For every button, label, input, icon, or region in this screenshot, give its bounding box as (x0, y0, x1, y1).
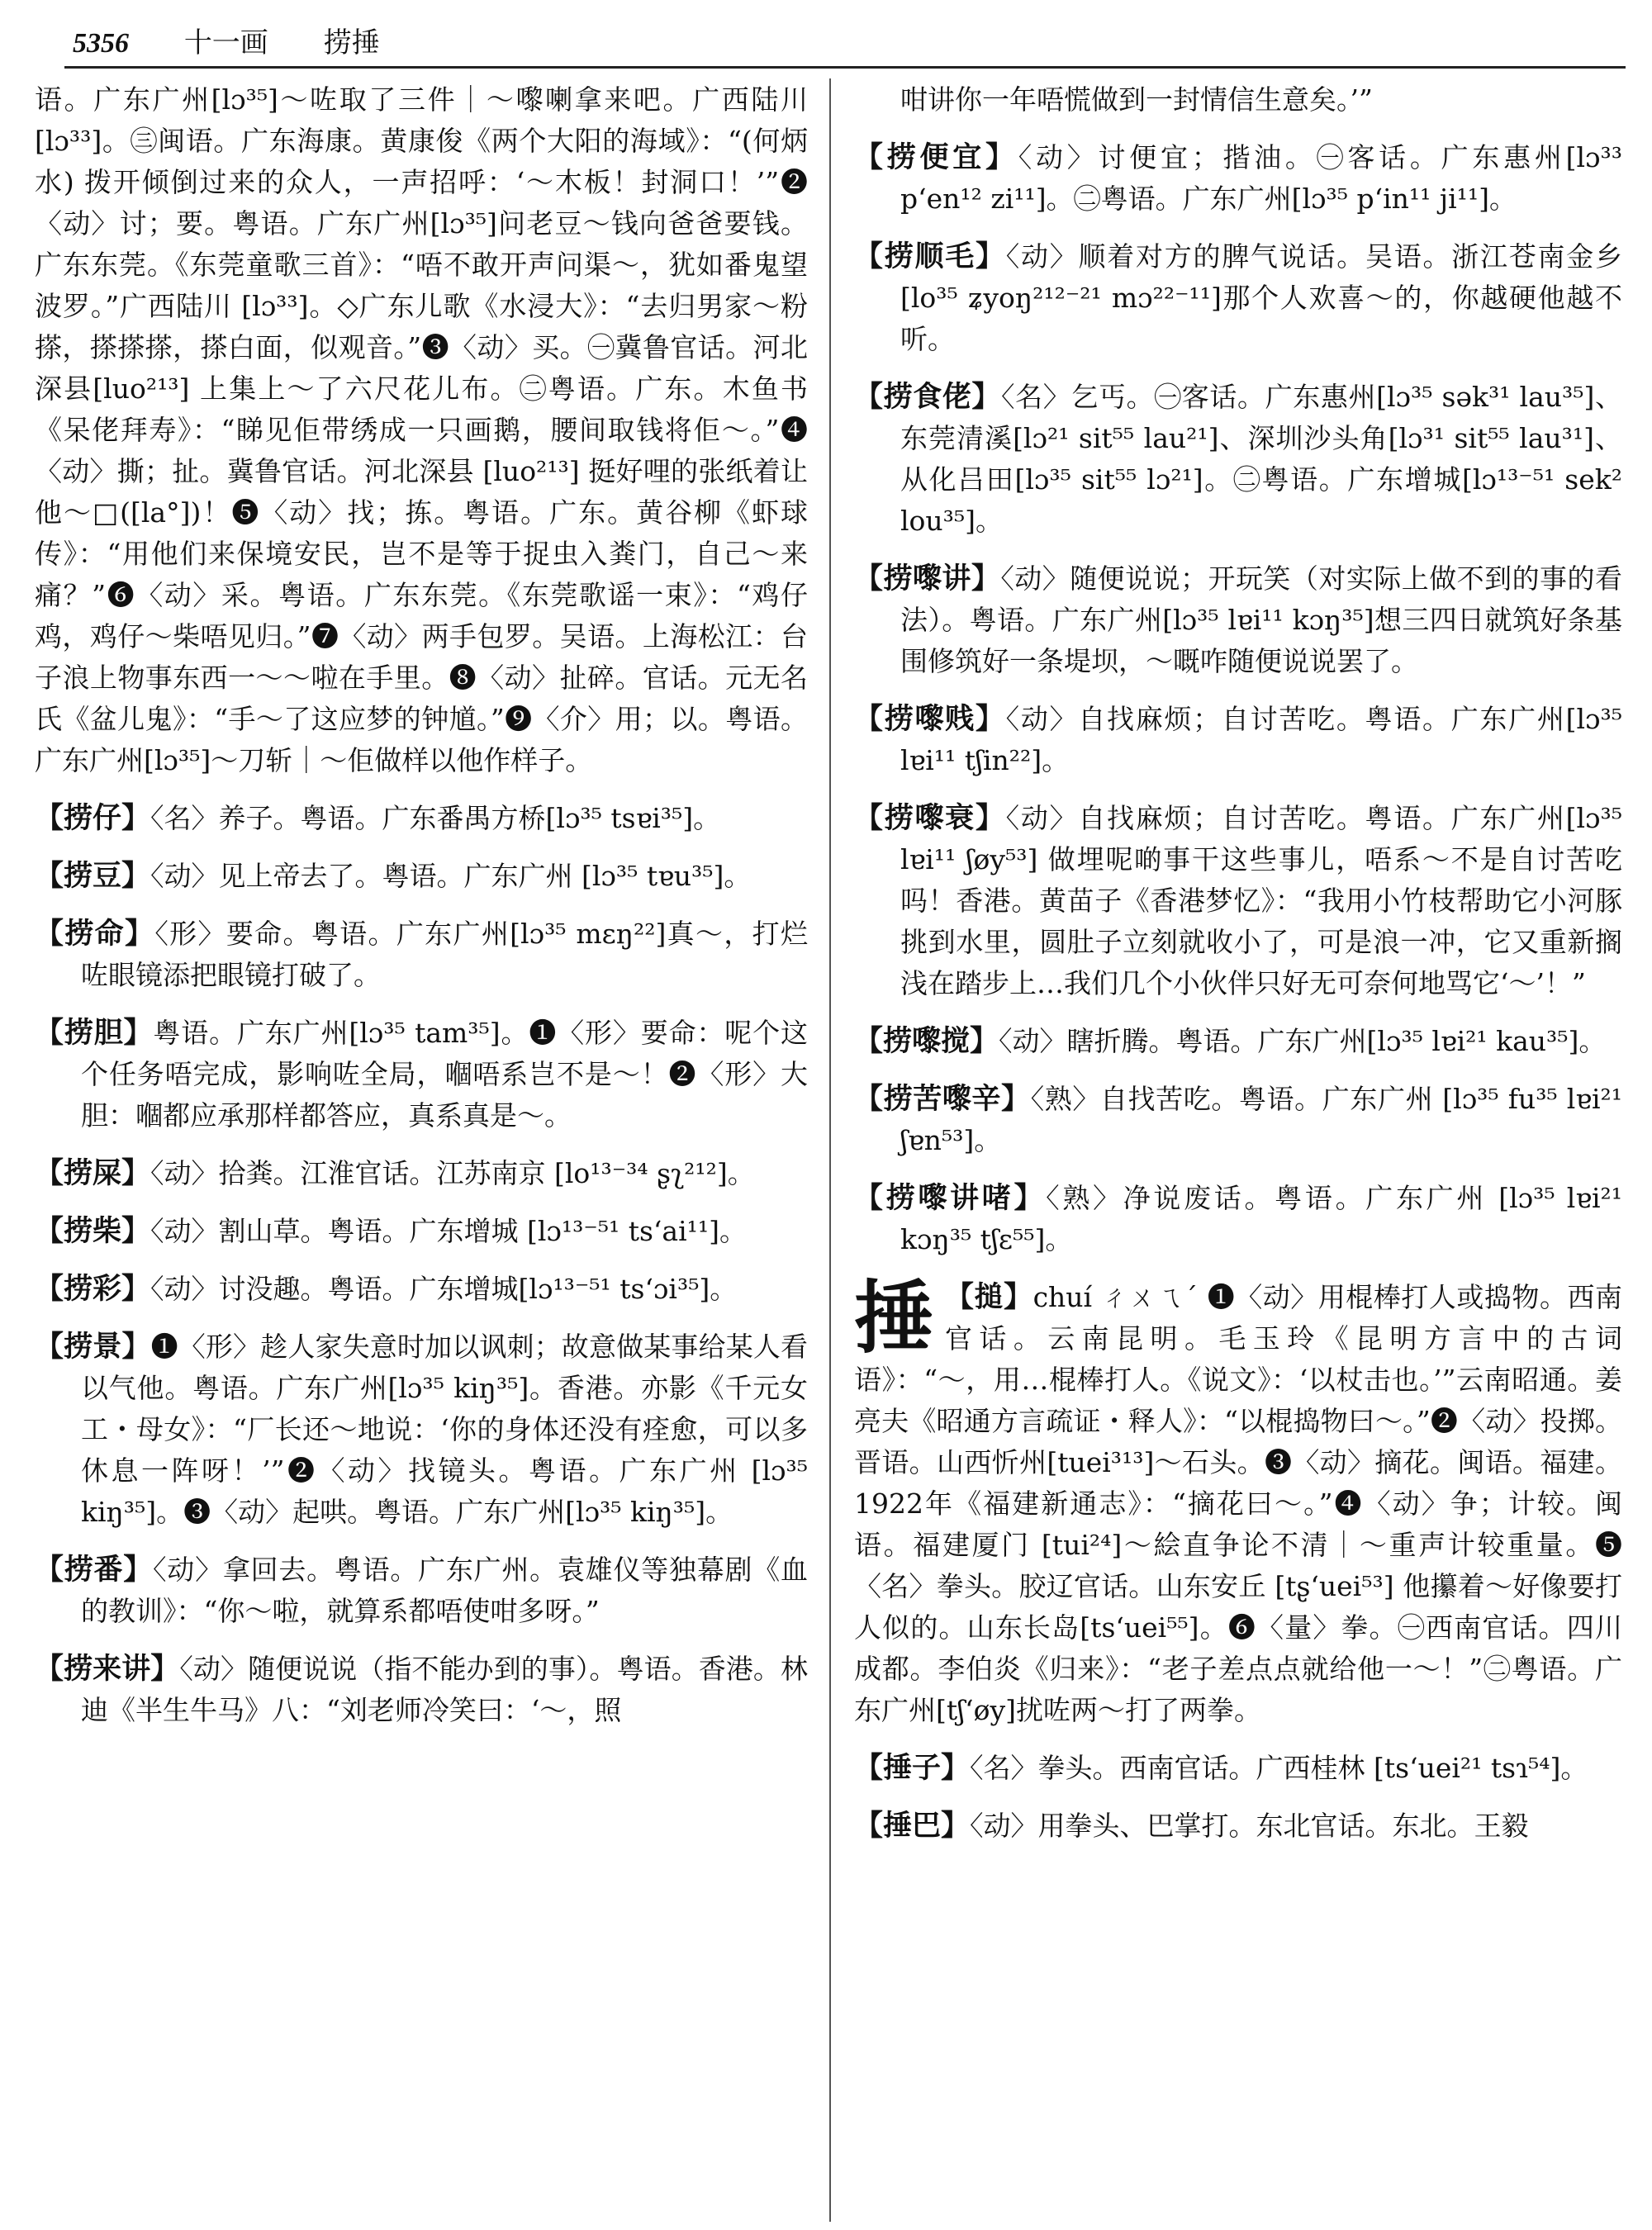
dictionary-entry (854, 1805, 1622, 1847)
dictionary-entry (854, 1272, 1622, 1731)
dictionary-entry (35, 79, 808, 781)
entry-headword: 【搥】 (945, 1281, 1033, 1314)
right-column (854, 79, 1622, 2227)
entry-definition: 〈名〉乞丐。㊀客话。广东惠州[lɔ³⁵ sək³¹ lau³⁵]、东莞清溪[lɔ²¹ sit⁵⁵ lau²¹]、深圳沙头角[lɔ³¹ sit⁵⁵ lau³¹]、从化吕田[lɔ³⁵ sit⁵⁵ lɔ²¹]。㊁粤语。广东增城[lɔ¹³⁻⁵¹ sek² lou³⁵]。 (900, 381, 1622, 537)
entry-headword: 【捞番】 (35, 1554, 154, 1587)
entry-definition: 〈动〉用拳头、巴掌打。东北官话。东北。王毅 (970, 1810, 1529, 1842)
entry-definition: 〈熟〉净说废话。粤语。广东广州 [lɔ³⁵ lɐi²¹ kɔŋ³⁵ tʃɛ⁵⁵]。 (900, 1182, 1622, 1255)
entry-headword: 【捞嚟搅】 (854, 1025, 999, 1058)
entry-headword: 【捞食佬】 (854, 381, 1002, 414)
dictionary-entry (35, 1013, 808, 1136)
main-headword-char: 捶 (854, 1272, 933, 1364)
page-number: 5356 (73, 28, 129, 59)
entry-definition: 咁讲你一年唔慌做到一封情信生意矣。’” (900, 83, 1373, 116)
entry-headword: 【捞便宜】 (854, 141, 1018, 174)
entry-definition: 〈动〉割山草。粤语。广东增城 [lɔ¹³⁻⁵¹ ts‘ai¹¹]。 (150, 1215, 747, 1247)
dictionary-entry (854, 137, 1622, 220)
dictionary-entry (35, 798, 808, 839)
entry-definition: 〈名〉养子。粤语。广东番禺方桥[lɔ³⁵ tsɐi³⁵]。 (150, 802, 721, 834)
dictionary-entry (854, 236, 1622, 360)
entry-definition: 〈动〉自找麻烦；自讨苦吃。粤语。广东广州[lɔ³⁵ lɐi¹¹ tʃin²²]。 (900, 703, 1622, 776)
headword-range: 捞捶 (323, 26, 380, 59)
dictionary-entry (35, 1649, 808, 1731)
dictionary-entry (854, 1178, 1622, 1260)
entry-definition: 〈动〉瞎折腾。粤语。广东广州[lɔ³⁵ lɐi²¹ kau³⁵]。 (999, 1025, 1607, 1057)
header-rule (64, 66, 1626, 69)
dictionary-entry (854, 1021, 1622, 1062)
running-header (73, 18, 1617, 68)
entry-definition: chuí ㄔㄨㄟˊ ❶〈动〉用棍棒打人或捣物。西南官话。云南昆明。毛玉玲《昆明方言中的古词语》：“～，用…棍棒打人。《说文》：‘以杖击也。’”云南昭通。姜亮夫《昭通方言疏证・释人》：“以棍捣物曰～。”❷〈动〉投掷。晋语。山西忻州[tuei³¹³]～石头。❸〈动〉摘花。闽语。福建。1922年《福建新通志》：“摘花曰～。”❹〈动〉争；计较。闽语。福建厦门 [tui²⁴]～絵直争论不清｜～重声计较重量。❺〈名〉拳头。胶辽官话。山东安丘 [tʂ‘uei⁵³] 他攥着～好像要打人似的。山东长岛[ts‘uei⁵⁵]。❻〈量〉拳。㊀西南官话。四川成都。李伯炎《归来》：“老子差点点就给他一～！”㊁粤语。广东广州[tʃ‘øy]扰咗两～打了两拳。 (854, 1281, 1622, 1726)
entry-headword: 【捞豆】 (35, 860, 151, 893)
entry-headword: 【捞嚟讲】 (854, 562, 1001, 595)
stroke-section: 十一画 (183, 26, 268, 59)
dictionary-entry (854, 558, 1622, 682)
entry-headword: 【捞彩】 (35, 1273, 151, 1306)
entry-definition: 〈形〉要命。粤语。广东广州[lɔ³⁵ mɛŋ²²]真～，打烂咗眼镜添把眼镜打破了。 (81, 918, 808, 991)
dictionary-entry (35, 856, 808, 897)
column-divider (829, 78, 831, 2222)
entry-definition: 〈动〉随便说说；开玩笑（对实际上做不到的事的看法）。粤语。广东广州[lɔ³⁵ lɐi¹¹ kɔŋ³⁵]想三四日就筑好条基围修筑好一条堤坝，～嘅咋随便说说罢了。 (900, 562, 1622, 677)
entry-definition: 〈动〉见上帝去了。粤语。广东广州 [lɔ³⁵ tɐu³⁵]。 (150, 860, 752, 892)
entry-headword: 【捞嚟讲啫】 (854, 1182, 1047, 1215)
entry-definition: 语。广东广州[lɔ³⁵]～咗取了三件｜～嚟喇拿来吧。广西陆川[lɔ³³]。㊂闽语。广东海康。黄康俊《两个大阳的海域》：“(何炳水) 拨开倾倒过来的众人，一声招呼：‘～木板！封洞口！’”❷〈动〉讨；要。粤语。广东广州[lɔ³⁵]问老豆～钱向爸爸要钱。广东东莞。《东莞童歌三首》：“唔不敢开声问渠～，犹如番鬼望波罗。”广西陆川 [lɔ³³]。◇广东儿歌《水浸大》：“去归男家～粉搽，搽搽搽，搽白面，似观音。”❸〈动〉买。㊀冀鲁官话。河北深县[luo²¹³] 上集上～了六尺花儿布。㊁粤语。广东。木鱼书《呆佬拜寿》：“睇见佢带绣成一只画鹅，腰间取钱将佢～。”❹〈动〉撕；扯。冀鲁官话。河北深县 [luo²¹³] 挺好哩的张纸着让他～□([la°])！❺〈动〉找；拣。粤语。广东。黄谷柳《虾球传》：“用他们来保境安民，岂不是等于捉虫入粪门，自己～来痛？”❻〈动〉采。粤语。广东东莞。《东莞歌谣一束》：“鸡仔鸡，鸡仔～柴唔见归。”❼〈动〉两手包罗。吴语。上海松江：台子浪上物事东西一～～啦在手里。❽〈动〉扯碎。官话。元无名氏《盆儿鬼》：“手～了这应梦的钟馗。”❾〈介〉用；以。粤语。广东广州[lɔ³⁵]～刀斩｜～佢做样以他作样子。 (35, 83, 808, 776)
entry-definition: ❶〈形〉趁人家失意时加以讽刺；故意做某事给某人看以气他。粤语。广东广州[lɔ³⁵ kiŋ³⁵]。香港。亦影《千元女工・母女》：“厂长还～地说：‘你的身体还没有痊愈，可以多休息一阵呀！’”❷〈动〉找镜头。粤语。广东广州 [lɔ³⁵ kiŋ³⁵]。❸〈动〉起哄。粤语。广东广州[lɔ³⁵ kiŋ³⁵]。 (81, 1331, 808, 1528)
entry-headword: 【捞屎】 (35, 1157, 151, 1190)
entry-headword: 【捶巴】 (854, 1810, 971, 1843)
entry-definition: 〈动〉顺着对方的脾气说话。吴语。浙江苍南金乡 [lo³⁵ ʑyoŋ²¹²⁻²¹ mɔ²²⁻¹¹]那个人欢喜～的，你越硬他越不听。 (900, 240, 1622, 355)
entry-headword: 【捞胆】 (35, 1017, 154, 1050)
entry-headword: 【捞苦嚟辛】 (854, 1083, 1031, 1116)
dictionary-entry (35, 1269, 808, 1310)
entry-headword: 【捞命】 (35, 918, 155, 951)
entry-definition: 〈动〉讨没趣。粤语。广东增城[lɔ¹³⁻⁵¹ ts‘ɔi³⁵]。 (150, 1273, 738, 1305)
entry-definition: 〈动〉拿回去。粤语。广东广州。袁雄仪等独幕剧《血的教训》：“你～啦，就算系都唔使咁多呀。” (81, 1554, 808, 1627)
entry-definition: 〈名〉拳头。西南官话。广西桂林 [ts‘uei²¹ tsɿ⁵⁴]。 (970, 1752, 1588, 1784)
dictionary-entry (854, 798, 1622, 1004)
entry-headword: 【捞嚟衰】 (854, 802, 1006, 835)
entry-definition: 〈动〉讨便宜；揩油。㊀客话。广东惠州[lɔ³³ p‘en¹² zi¹¹]。㊁粤语。广东广州[lɔ³⁵ p‘in¹¹ ji¹¹]。 (900, 141, 1622, 215)
entry-definition: 〈动〉随便说说（指不能办到的事）。粤语。香港。林迪《半生牛马》八：“刘老师冷笑曰：‘～，照 (81, 1653, 808, 1726)
dictionary-entry (854, 699, 1622, 781)
entry-headword: 【捞嚟贱】 (854, 703, 1006, 736)
entry-headword: 【捶子】 (854, 1752, 971, 1785)
entry-headword: 【捞仔】 (35, 802, 151, 835)
dictionary-entry (854, 79, 1622, 121)
dictionary-entry (35, 1549, 808, 1632)
left-column (35, 79, 808, 2227)
dictionary-entry (35, 1326, 808, 1533)
dictionary-entry (854, 1079, 1622, 1161)
entry-definition: 粤语。广东广州[lɔ³⁵ tam³⁵]。❶〈形〉要命：呢个这个任务唔完成，影响咗全局，嗰唔系岂不是～！❷〈形〉大胆：嗰都应承那样都答应，真系真是～。 (81, 1017, 808, 1132)
entry-definition: 〈动〉拾粪。江淮官话。江苏南京 [lo¹³⁻³⁴ ʂʅ²¹²]。 (150, 1157, 755, 1189)
dictionary-entry (854, 377, 1622, 542)
entry-headword: 【捞来讲】 (35, 1653, 180, 1686)
dictionary-entry (35, 1211, 808, 1252)
entry-headword: 【捞顺毛】 (854, 240, 1006, 273)
entry-definition: 〈动〉自找麻烦；自讨苦吃。粤语。广东广州[lɔ³⁵ lɐi¹¹ ʃøy⁵³] 做埋呢啲事干这些事儿，唔系～不是自讨苦吃吗！香港。黄苗子《香港梦忆》：“我用小竹枝帮助它小河豚挑到水里，圆肚子立刻就收小了，可是浪一冲，它又重新搁浅在踏步上…我们几个小伙伴只好无可奈何地骂它‘～’！” (900, 802, 1622, 999)
entry-definition: 〈熟〉自找苦吃。粤语。广东广州 [lɔ³⁵ fu³⁵ lɐi²¹ ʃɐn⁵³]。 (900, 1083, 1622, 1156)
dictionary-entry (854, 1748, 1622, 1789)
entry-headword: 【捞柴】 (35, 1215, 151, 1248)
entry-headword: 【捞景】 (35, 1331, 151, 1364)
dictionary-entry (35, 913, 808, 996)
dictionary-entry (35, 1153, 808, 1194)
